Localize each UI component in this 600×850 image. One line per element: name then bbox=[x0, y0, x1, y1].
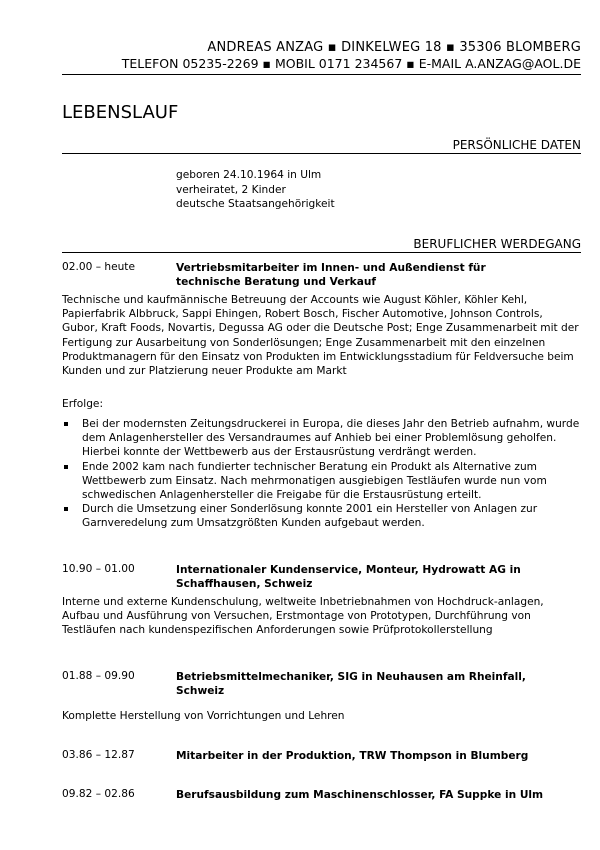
bullet-icon bbox=[64, 465, 68, 469]
personal-data bbox=[176, 168, 335, 212]
section-heading-personal: PERSÖNLICHE DATEN bbox=[452, 138, 581, 152]
section-heading-career: BERUFLICHER WERDEGANG bbox=[413, 237, 581, 251]
header-divider bbox=[62, 74, 581, 75]
personal-birth: geboren 24.10.1964 in Ulm bbox=[176, 169, 322, 181]
job-title: Vertriebsmitarbeiter im Innen- und Außendienst für technische Beratung und Verkauf bbox=[176, 262, 486, 288]
success-text: Durch die Umsetzung einer Sonderlösung konnte 2001 ein Hersteller von Anlagen zur Garnveredelung zum Umsatzgrößten Kunden aufgebaut werden. bbox=[82, 503, 538, 530]
list-item bbox=[62, 460, 581, 503]
successes-label: Erfolge: bbox=[62, 398, 104, 410]
section-divider-personal bbox=[62, 153, 581, 154]
success-text: Ende 2002 kam nach fundierter technischer Beratung ein Produkt als Alternative zum Wettbewerb zum Einsatz. Nach mehrmonatigen ausgiebigen Testläufen wurde nun vom schwedischen Anlagenhersteller die Freigabe für die Erstausrüstung erteilt. bbox=[82, 460, 547, 502]
job-date: 02.00 – heute bbox=[62, 261, 135, 273]
header-name-address: ANDREAS ANZAG ▪ DINKELWEG 18 ▪ 35306 BLOMBERG bbox=[207, 40, 581, 55]
job-title: Mitarbeiter in der Produktion, TRW Thompson in Blumberg bbox=[176, 750, 529, 762]
job-date: 10.90 – 01.00 bbox=[62, 563, 135, 575]
job-title: Betriebsmittelmechaniker, SIG in Neuhausen am Rheinfall, Schweiz bbox=[176, 671, 526, 697]
job-description: Komplette Herstellung von Vorrichtungen und Lehren bbox=[62, 710, 345, 722]
list-item bbox=[62, 417, 581, 460]
header-contact: TELEFON 05235-2269 ▪ MOBIL 0171 234567 ▪ E-MAIL A.ANZAG@AOL.DE bbox=[121, 56, 581, 71]
section-divider-career bbox=[62, 252, 581, 253]
successes-list bbox=[62, 417, 581, 531]
job-description: Technische und kaufmännische Betreuung der Accounts wie August Köhler, Köhler Kehl, Papierfabrik Albbruck, Sappi Ehingen, Robert Bosch, Fischer Automotive, Johnson Controls, Gubor, Kraft Foods, Novartis, Degussa AG oder die Deutsche Post; Enge Zusammenarbeit mit der Fertigung zur Ausarbeitung von Sonderlösungen; Enge Zusammenarbeit mit den einzelnen Produktmanagern für den Einsatz von Produkten im Entwicklungsstadium für Feldversuche beim Kunden und zur Platzierung neuer Produkte am Markt bbox=[62, 294, 579, 378]
job-date: 01.88 – 09.90 bbox=[62, 670, 135, 682]
document-title: LEBENSLAUF bbox=[62, 102, 179, 123]
list-item bbox=[62, 502, 581, 530]
personal-family: verheiratet, 2 Kinder bbox=[176, 183, 286, 196]
personal-nationality: deutsche Staatsangehörigkeit bbox=[176, 198, 335, 210]
job-date: 09.82 – 02.86 bbox=[62, 788, 135, 800]
job-title: Internationaler Kundenservice, Monteur, Hydrowatt AG in Schaffhausen, Schweiz bbox=[176, 564, 521, 590]
job-date: 03.86 – 12.87 bbox=[62, 749, 135, 761]
job-title: Berufsausbildung zum Maschinenschlosser, FA Suppke in Ulm bbox=[176, 789, 544, 801]
job-description: Interne und externe Kundenschulung, weltweite Inbetriebnahmen von Hochdruck-anlagen, Aufbau und Ausführung von Versuchen, Erstmontage von Prototypen, Durchführung von Testläufen nach kundenspezifischen Anforderungen sowie Prüfprotokollerstellung bbox=[62, 596, 544, 637]
bullet-icon bbox=[64, 507, 68, 511]
success-text: Bei der modernsten Zeitungsdruckerei in Europa, die dieses Jahr den Betrieb aufnahm, wurde dem Anlagenhersteller des Versandraumes auf Anhieb bei einer Problemlösung geholfen. Hierbei konnte der Wettbewerb aus der Erstausrüstung verdrängt werden. bbox=[82, 418, 580, 459]
bullet-icon bbox=[64, 422, 68, 426]
